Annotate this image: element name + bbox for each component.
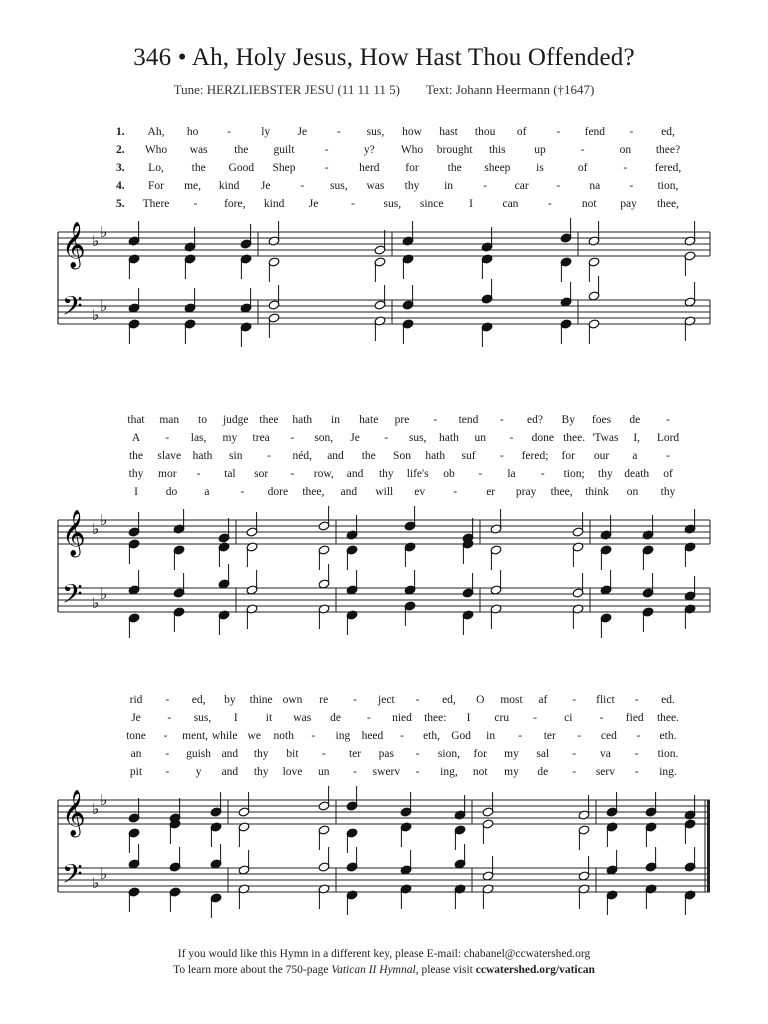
- lyric-syllable: love: [282, 766, 303, 778]
- lyric-syllable: thy: [253, 766, 269, 778]
- flat-icon: ♭: [92, 800, 100, 818]
- lyric-syllable: thy: [378, 468, 394, 480]
- flat-icon: ♭: [92, 232, 100, 250]
- lyric-syllable: tone: [126, 730, 146, 742]
- lyric-syllable: hast: [439, 126, 458, 138]
- lyric-syllable: thy: [598, 468, 613, 480]
- lyric-syllable: the: [361, 450, 376, 462]
- lyric-syllable: -: [499, 414, 504, 426]
- lyric-syllable: ment,: [182, 730, 209, 742]
- lyric-syllable: -: [499, 450, 504, 462]
- lyric-syllable: -: [509, 432, 514, 444]
- bass-clef-icon: 𝄢: [62, 290, 83, 328]
- verse-number: 5.: [116, 198, 125, 210]
- lyric-syllable: son,: [314, 432, 334, 444]
- lyric-syllable: ced: [600, 730, 617, 742]
- lyric-syllable: -: [623, 162, 628, 174]
- bass-clef-icon: 𝄢: [62, 858, 83, 896]
- lyric-syllable: ed,: [661, 126, 675, 138]
- lyric-syllable: tal: [224, 468, 236, 480]
- lyric-syllable: the: [234, 144, 249, 156]
- lyric-syllable: and: [221, 766, 239, 778]
- lyric-syllable: since: [419, 198, 444, 210]
- lyric-syllable: ing,: [440, 766, 458, 778]
- lyric-syllable: in: [486, 730, 496, 742]
- lyric-syllable: suf: [461, 450, 476, 462]
- lyric-syllable: eth.: [659, 730, 677, 742]
- lyric-syllable: kind: [218, 180, 240, 192]
- verse-line: [0, 450, 768, 468]
- flat-icon: ♭: [100, 791, 108, 809]
- lyric-syllable: God: [451, 730, 472, 742]
- lyric-syllable: -: [400, 730, 404, 742]
- lyric-syllable: slave: [157, 450, 182, 462]
- verse-line: [0, 162, 768, 180]
- lyric-syllable: my: [504, 766, 519, 778]
- lyric-syllable: -: [556, 180, 561, 192]
- lyric-syllable: -: [547, 198, 552, 210]
- lyric-syllable: eth,: [423, 730, 441, 742]
- lyric-syllable: -: [518, 730, 523, 742]
- bass-clef-icon: 𝄢: [62, 578, 83, 616]
- lyric-syllable: af: [538, 694, 548, 706]
- lyric-syllable: ter: [348, 748, 362, 760]
- lyric-syllable: mor: [158, 468, 177, 480]
- lyric-syllable: -: [629, 180, 634, 192]
- lyric-syllable: -: [636, 730, 641, 742]
- lyric-syllable: fered;: [521, 450, 549, 462]
- lyric-syllable: fered,: [654, 162, 682, 174]
- lyric-syllable: and: [221, 748, 239, 760]
- lyric-syllable: -: [165, 766, 170, 778]
- lyric-syllable: -: [311, 730, 316, 742]
- lyric-syllable: re: [319, 694, 329, 706]
- lyric-syllable: tion;: [563, 468, 585, 480]
- treble-clef-icon: 𝄞: [62, 790, 86, 836]
- lyric-syllable: to: [198, 414, 207, 426]
- lyric-syllable: trea: [252, 432, 270, 444]
- lyric-syllable: -: [415, 766, 420, 778]
- lyric-syllable: pre: [394, 414, 410, 426]
- treble-clef-icon: 𝄞: [62, 510, 86, 556]
- lyric-syllable: I: [134, 486, 138, 498]
- lyric-syllable: -: [324, 144, 329, 156]
- lyric-syllable: de: [537, 766, 549, 778]
- lyric-syllable: -: [634, 694, 639, 706]
- verse-line: [0, 748, 768, 766]
- lyric-syllable: herd: [359, 162, 380, 174]
- lyric-syllable: a: [204, 486, 210, 498]
- lyric-syllable: bit: [286, 748, 299, 760]
- lyric-syllable: car: [514, 180, 529, 192]
- lyric-syllable: thee,: [656, 198, 680, 210]
- footer-prefix: To learn more about the 750-page: [173, 964, 332, 976]
- verse-line: [0, 712, 768, 730]
- lyric-syllable: ed?: [527, 414, 543, 426]
- lyric-syllable: -: [366, 712, 371, 724]
- lyric-syllable: sus,: [383, 198, 402, 210]
- lyric-syllable: sion,: [437, 748, 460, 760]
- lyric-syllable: ter: [543, 730, 556, 742]
- flat-icon: ♭: [92, 306, 100, 324]
- lyric-syllable: -: [666, 414, 670, 426]
- hymn-number: 346: [133, 44, 172, 71]
- lyric-syllable: 'Twas: [592, 432, 619, 444]
- lyric-syllable: up: [534, 144, 546, 156]
- lyric-syllable: and: [340, 486, 358, 498]
- lyric-syllable: -: [666, 450, 670, 462]
- lyric-syllable: las,: [190, 432, 207, 444]
- lyric-syllable: while: [211, 730, 238, 742]
- lyric-syllable: of: [577, 162, 588, 174]
- lyric-syllable: sus,: [366, 126, 385, 138]
- lyric-syllable: of: [516, 126, 527, 138]
- lyric-syllable: thee.: [656, 712, 680, 724]
- lyric-syllable: do: [165, 486, 178, 498]
- verse-line: [0, 414, 768, 432]
- lyric-syllable: y?: [363, 144, 375, 156]
- lyric-syllable: -: [290, 468, 295, 480]
- verse-line: [0, 432, 768, 450]
- flat-icon: ♭: [100, 297, 108, 315]
- page-footer: [0, 946, 768, 978]
- lyric-syllable: death: [624, 468, 650, 480]
- lyric-syllable: -: [572, 766, 577, 778]
- lyric-syllable: -: [453, 486, 458, 498]
- lyric-syllable: -: [478, 468, 483, 480]
- lyric-syllable: by: [224, 694, 236, 706]
- lyric-syllable: tion.: [657, 748, 679, 760]
- lyric-syllable: Son: [393, 450, 411, 462]
- lyric-syllable: va: [599, 748, 611, 760]
- lyric-syllable: pit: [129, 766, 143, 778]
- music-system-1: [0, 210, 768, 360]
- lyric-syllable: -: [572, 694, 577, 706]
- lyric-syllable: for: [405, 162, 419, 174]
- flat-icon: ♭: [100, 865, 108, 883]
- flat-icon: ♭: [100, 223, 108, 241]
- lyric-syllable: -: [290, 432, 295, 444]
- lyric-syllable: -: [483, 180, 488, 192]
- lyric-syllable: -: [267, 450, 271, 462]
- verse-line: [0, 126, 768, 144]
- lyric-syllable: and: [327, 450, 344, 462]
- lyric-syllable: -: [167, 712, 172, 724]
- lyric-syllable: A: [131, 432, 141, 444]
- verse-line: [0, 180, 768, 198]
- verse-number: 3.: [116, 162, 125, 174]
- lyric-syllable: thy: [128, 468, 144, 480]
- lyric-syllable: -: [433, 414, 438, 426]
- lyric-syllable: man: [159, 414, 180, 426]
- lyric-syllable: tend: [458, 414, 479, 426]
- music-system-3: [0, 778, 768, 928]
- lyric-syllable: we: [247, 730, 261, 742]
- lyric-syllable: -: [629, 126, 634, 138]
- lyric-syllable: thee:: [424, 712, 447, 724]
- lyric-syllable: -: [227, 126, 232, 138]
- lyric-syllable: -: [415, 694, 420, 706]
- lyric-syllable: There: [142, 198, 170, 210]
- lyric-syllable: of: [663, 468, 673, 480]
- lyric-syllable: -: [572, 748, 577, 760]
- lyric-syllable: I: [233, 712, 238, 724]
- lyric-syllable: O: [476, 694, 485, 706]
- lyric-syllable: thee,: [550, 486, 573, 498]
- lyric-syllable: hath: [425, 450, 446, 462]
- lyric-syllable: was: [293, 712, 312, 724]
- lyric-syllable: how: [402, 126, 422, 138]
- lyric-syllable: Je: [131, 712, 141, 724]
- lyric-syllable: was: [189, 144, 208, 156]
- lyric-syllable: my: [504, 748, 519, 760]
- final-bar-thick: [707, 800, 710, 892]
- lyric-syllable: -: [580, 144, 585, 156]
- lyric-syllable: noth: [273, 730, 294, 742]
- lyric-syllable: a: [632, 450, 638, 462]
- text-credit: Text: Johann Heermann (†1647): [425, 82, 595, 97]
- lyric-syllable: -: [351, 198, 355, 210]
- lyric-syllable: -: [336, 126, 341, 138]
- lyric-syllable: guilt: [273, 144, 295, 156]
- lyric-syllable: fend: [584, 126, 606, 138]
- lyric-syllable: sor: [254, 468, 269, 480]
- lyric-syllable: for: [561, 450, 575, 462]
- lyric-syllable: -: [324, 162, 329, 174]
- lyric-syllable: the: [447, 162, 462, 174]
- lyric-syllable: Lord: [656, 432, 680, 444]
- lyric-syllable: rid: [129, 694, 143, 706]
- lyric-syllable: ed.: [661, 694, 675, 706]
- footer-book-title: Vatican II Hymnal: [331, 964, 416, 976]
- verse-line: [0, 468, 768, 486]
- lyric-syllable: -: [165, 432, 170, 444]
- lyric-syllable: -: [300, 180, 305, 192]
- lyric-syllable: -: [321, 748, 326, 760]
- lyric-syllable: sin: [229, 450, 243, 462]
- lyric-syllable: hath: [192, 450, 213, 462]
- lyric-syllable: thee: [259, 414, 279, 426]
- title-separator: •: [177, 44, 187, 71]
- lyric-syllable: -: [634, 748, 639, 760]
- lyric-syllable: thine: [249, 694, 273, 706]
- lyric-syllable: Shep: [272, 162, 296, 174]
- music-system-2: [0, 498, 768, 648]
- lyric-syllable: ho: [186, 126, 199, 138]
- lyric-syllable: swerv: [372, 766, 401, 778]
- lyric-syllable: tion,: [657, 180, 679, 192]
- lyric-syllable: serv: [595, 766, 615, 778]
- lyric-syllable: sheep: [484, 162, 511, 174]
- lyric-syllable: néd,: [292, 450, 312, 462]
- lyric-syllable: flict: [596, 694, 615, 706]
- lyric-syllable: nied: [392, 712, 412, 724]
- verse-line: [0, 730, 768, 748]
- lyric-syllable: pas: [378, 748, 395, 760]
- lyric-syllable: brought: [436, 144, 473, 156]
- lyric-syllable: row,: [313, 468, 334, 480]
- treble-clef-icon: 𝄞: [62, 222, 86, 268]
- lyric-syllable: By: [561, 414, 575, 426]
- lyric-syllable: judge: [222, 414, 249, 426]
- lyric-syllable: -: [533, 712, 537, 724]
- hymn-title-line: [0, 44, 768, 72]
- lyric-syllable: er: [486, 486, 496, 498]
- lyric-syllable: guish: [186, 748, 212, 760]
- lyric-syllable: ed,: [442, 694, 456, 706]
- lyric-syllable: un: [474, 432, 486, 444]
- hymn-credits: [0, 82, 768, 98]
- lyric-syllable: -: [384, 432, 389, 444]
- tune-credit: Tune: HERZLIEBSTER JESU (11 11 11 5): [173, 82, 400, 97]
- verse-number: 1.: [116, 126, 125, 138]
- lyric-syllable: Je: [350, 432, 360, 444]
- footer-hymnal-info: [0, 962, 768, 978]
- lyric-syllable: thy: [404, 180, 420, 192]
- lyric-syllable: fied: [625, 712, 644, 724]
- lyric-syllable: our: [593, 450, 610, 462]
- lyric-syllable: and: [346, 468, 364, 480]
- lyric-syllable: -: [634, 766, 639, 778]
- lyric-syllable: -: [163, 730, 168, 742]
- lyric-syllable: pray: [515, 486, 537, 498]
- lyric-syllable: Lo,: [148, 162, 164, 174]
- lyric-syllable: fore,: [224, 198, 246, 210]
- lyric-syllable: my: [222, 432, 238, 444]
- lyric-syllable: can: [502, 198, 519, 210]
- lyric-syllable: this: [489, 144, 506, 156]
- lyric-syllable: ev: [414, 486, 426, 498]
- lyric-syllable: foes: [591, 414, 612, 426]
- lyric-syllable: sus,: [193, 712, 212, 724]
- lyric-syllable: not: [472, 766, 488, 778]
- footer-key-request: If you would like this Hymn in a different key, please E-mail: chabanel@ccwatershed.org: [177, 948, 591, 960]
- lyric-syllable: ed,: [191, 694, 206, 706]
- lyric-syllable: pay: [620, 198, 637, 210]
- lyric-syllable: I,: [633, 432, 641, 444]
- lyric-syllable: Je: [297, 126, 308, 138]
- lyric-syllable: that: [127, 414, 145, 426]
- lyric-syllable: -: [540, 468, 545, 480]
- lyric-syllable: most: [500, 694, 523, 706]
- lyric-syllable: ject: [378, 694, 395, 706]
- lyric-syllable: hath: [292, 414, 313, 426]
- lyric-syllable: the: [191, 162, 206, 174]
- lyric-syllable: in: [331, 414, 340, 426]
- lyric-syllable: -: [556, 126, 561, 138]
- lyric-syllable: hath: [439, 432, 459, 444]
- lyric-syllable: -: [353, 766, 357, 778]
- hymn-title: Ah, Holy Jesus, How Hast Thou Offended?: [191, 44, 635, 71]
- lyric-syllable: For: [148, 180, 164, 192]
- lyric-syllable: -: [599, 712, 604, 724]
- lyric-syllable: will: [375, 486, 394, 498]
- lyric-syllable: thee,: [302, 486, 325, 498]
- lyric-syllable: think: [585, 486, 609, 498]
- lyric-syllable: an: [130, 748, 142, 760]
- lyric-syllable: own: [282, 694, 303, 706]
- lyric-syllable: -: [240, 486, 245, 498]
- lyric-syllable: la: [507, 468, 516, 480]
- lyric-syllable: ob: [443, 468, 455, 480]
- lyric-syllable: ly: [261, 126, 271, 138]
- lyric-syllable: ing.: [659, 766, 677, 778]
- lyric-syllable: is: [536, 162, 544, 174]
- lyric-syllable: -: [415, 748, 420, 760]
- lyric-syllable: was: [366, 180, 385, 192]
- lyric-syllable: thee?: [655, 144, 681, 156]
- lyric-syllable: -: [165, 748, 170, 760]
- lyric-syllable: -: [577, 730, 582, 742]
- lyric-syllable: -: [193, 198, 198, 210]
- lyric-syllable: -: [353, 694, 357, 706]
- flat-icon: ♭: [100, 585, 108, 603]
- lyric-syllable: me,: [184, 180, 202, 192]
- flat-icon: ♭: [92, 594, 100, 612]
- footer-mid: , please visit: [415, 964, 476, 976]
- lyric-syllable: un: [318, 766, 330, 778]
- lyric-syllable: ci: [564, 712, 573, 724]
- lyric-syllable: Who: [144, 144, 168, 156]
- lyric-syllable: hate: [359, 414, 379, 426]
- lyric-syllable: not: [581, 198, 597, 210]
- lyric-syllable: in: [444, 180, 454, 192]
- lyric-syllable: life's: [406, 468, 429, 480]
- lyric-syllable: thy: [660, 486, 676, 498]
- lyric-syllable: I: [469, 198, 473, 210]
- lyric-syllable: Good: [228, 162, 255, 174]
- verse-number: 2.: [116, 144, 125, 156]
- lyric-syllable: na: [589, 180, 601, 192]
- lyric-syllable: heed: [361, 730, 384, 742]
- lyric-syllable: on: [626, 486, 639, 498]
- lyric-syllable: cru: [494, 712, 510, 724]
- lyric-syllable: -: [196, 468, 201, 480]
- lyric-syllable: thee.: [563, 432, 586, 444]
- lyric-syllable: Who: [400, 144, 424, 156]
- lyric-syllable: the: [128, 450, 144, 462]
- footer-link[interactable]: ccwatershed.org/vatican: [475, 964, 595, 976]
- lyric-syllable: dore: [267, 486, 289, 498]
- lyric-syllable: thy: [253, 748, 269, 760]
- lyric-syllable: for: [473, 748, 487, 760]
- lyric-syllable: Ah,: [147, 126, 165, 138]
- flat-icon: ♭: [92, 874, 100, 892]
- lyric-syllable: it: [265, 712, 273, 724]
- lyric-syllable: -: [165, 694, 170, 706]
- lyric-syllable: sus,: [408, 432, 427, 444]
- lyric-syllable: sal: [536, 748, 550, 760]
- lyric-syllable: Je: [260, 180, 271, 192]
- lyric-syllable: de: [330, 712, 341, 724]
- verse-line: [0, 144, 768, 162]
- verse-line: [0, 694, 768, 712]
- lyric-syllable: ing: [335, 730, 351, 742]
- lyric-syllable: thou: [474, 126, 496, 138]
- lyric-syllable: kind: [263, 198, 285, 210]
- verse-number: 4.: [116, 180, 125, 192]
- lyric-syllable: sus,: [330, 180, 348, 192]
- lyric-syllable: de: [629, 414, 641, 426]
- lyric-syllable: on: [619, 144, 632, 156]
- lyric-syllable: y: [195, 766, 202, 778]
- lyric-syllable: Je: [308, 198, 319, 210]
- lyric-syllable: I: [466, 712, 471, 724]
- flat-icon: ♭: [100, 511, 108, 529]
- lyric-syllable: done: [531, 432, 554, 444]
- flat-icon: ♭: [92, 520, 100, 538]
